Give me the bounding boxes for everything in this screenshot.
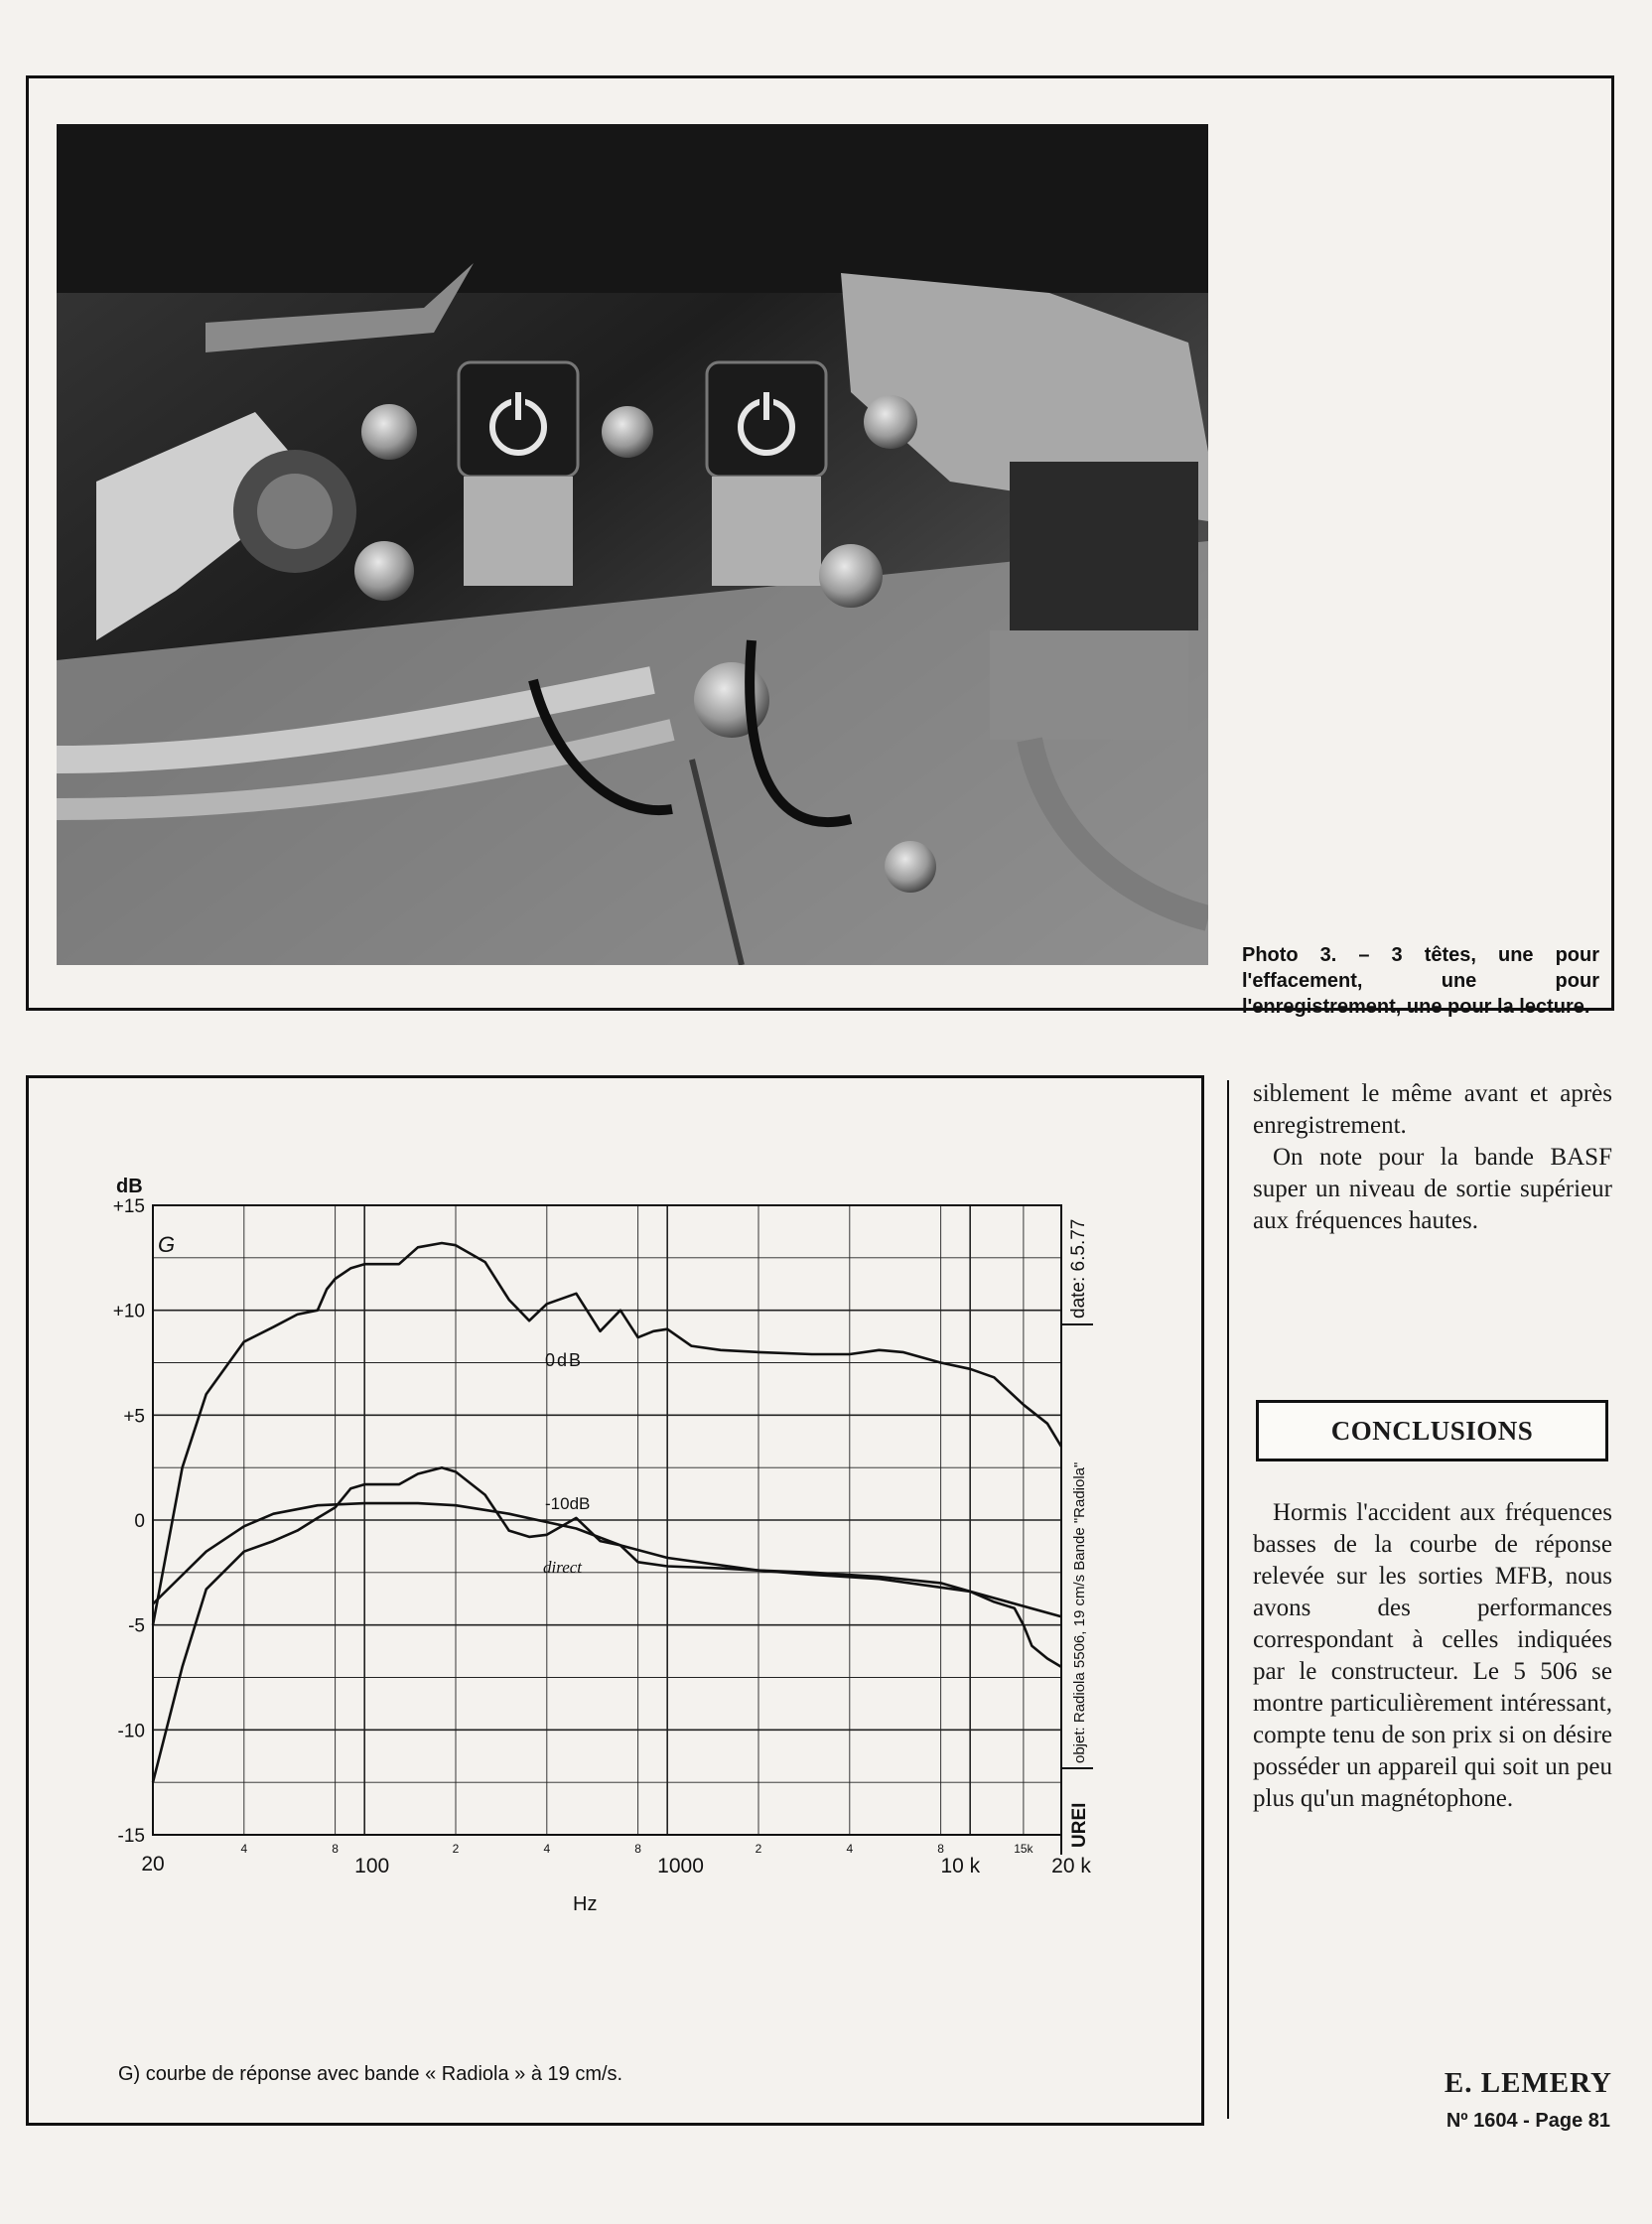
annotation-minus10db: -10dB	[545, 1494, 591, 1513]
x-axis-labels	[141, 1842, 1091, 1877]
y-tick-label: -5	[128, 1615, 145, 1637]
y-tick-label: -10	[117, 1721, 145, 1742]
y-tick-label: 0	[134, 1511, 145, 1532]
x-tick-label-major: 20 k	[1051, 1855, 1091, 1877]
y-tick-label: +15	[112, 1196, 145, 1217]
side-label-date: date: 6.5.77	[1068, 1218, 1089, 1319]
x-tick-label-minor: 4	[543, 1842, 551, 1856]
x-tick-label-minor: 2	[452, 1842, 460, 1856]
text-block-conclusions	[1253, 1497, 1612, 1815]
x-tick-label-minor: 15k	[1014, 1842, 1033, 1856]
page-reference: Nº 1604 - Page 81	[1446, 2110, 1610, 2132]
text-block-top	[1253, 1078, 1612, 1237]
y-tick-label: -15	[117, 1826, 145, 1847]
x-tick-label-minor: 2	[755, 1842, 762, 1856]
annotation-0db: 0dB	[545, 1350, 584, 1370]
x-tick-label-major: 10 k	[940, 1855, 981, 1877]
photo-caption: Photo 3. – 3 têtes, une pour l'effacement, une pour l'enregistrement, une pour la lecture.	[1242, 944, 1599, 1018]
x-tick-label-minor: 4	[240, 1842, 248, 1856]
response-chart	[29, 1078, 1207, 2129]
conclusions-heading-text: CONCLUSIONS	[1330, 1415, 1534, 1446]
chart-ylabel: dB	[116, 1176, 143, 1197]
paragraph-2: On note pour la bande BASF super un niveau de sortie supérieur aux fréquences hautes.	[1253, 1144, 1612, 1234]
photo-frame	[26, 75, 1614, 1018]
side-label-brand: UREI	[1069, 1802, 1090, 1848]
chart-grid	[153, 1205, 1061, 1835]
x-tick-label-minor: 8	[634, 1842, 641, 1856]
x-tick-label-major: 20	[141, 1853, 165, 1876]
chart-title-label: G	[158, 1232, 176, 1257]
paragraph-1: siblement le même avant et après enregistrement.	[1253, 1080, 1612, 1139]
paragraph-3: Hormis l'accident aux fréquences basses de la courbe de réponse relevée sur les sorties MFB, nous avons des performances correspondant à celles indiquées par le constructeur. Le 5 506 se montre particulièrement intéressant, compte tenu de son prix si on désire posséder un appareil qui soit un peu plus qu'un magnétophone.	[1253, 1499, 1612, 1812]
y-axis-labels	[113, 1196, 145, 1847]
chart-caption: G) courbe de réponse avec bande « Radiola » à 19 cm/s.	[118, 2063, 623, 2085]
chart-xlabel: Hz	[573, 1893, 598, 1915]
chart-series	[153, 1243, 1061, 1782]
annotation-direct: direct	[543, 1558, 583, 1577]
author-name: E. LEMERY	[1444, 2067, 1612, 2099]
side-label-objet: objet: Radiola 5506, 19 cm/s Bande "Radiola"	[1071, 1461, 1088, 1763]
curve-0db	[153, 1243, 1061, 1625]
conclusions-heading	[1256, 1400, 1608, 1461]
y-tick-label: +5	[123, 1406, 145, 1428]
y-tick-label: +10	[112, 1301, 145, 1322]
x-tick-label-major: 1000	[657, 1855, 704, 1877]
x-tick-label-minor: 4	[846, 1842, 854, 1856]
x-tick-label-minor: 8	[332, 1842, 339, 1856]
chart-frame	[26, 1075, 1204, 2126]
photo-image	[57, 124, 1208, 965]
column-rule	[1227, 1080, 1229, 2119]
x-tick-label-minor: 8	[937, 1842, 944, 1856]
x-tick-label-major: 100	[354, 1855, 390, 1877]
